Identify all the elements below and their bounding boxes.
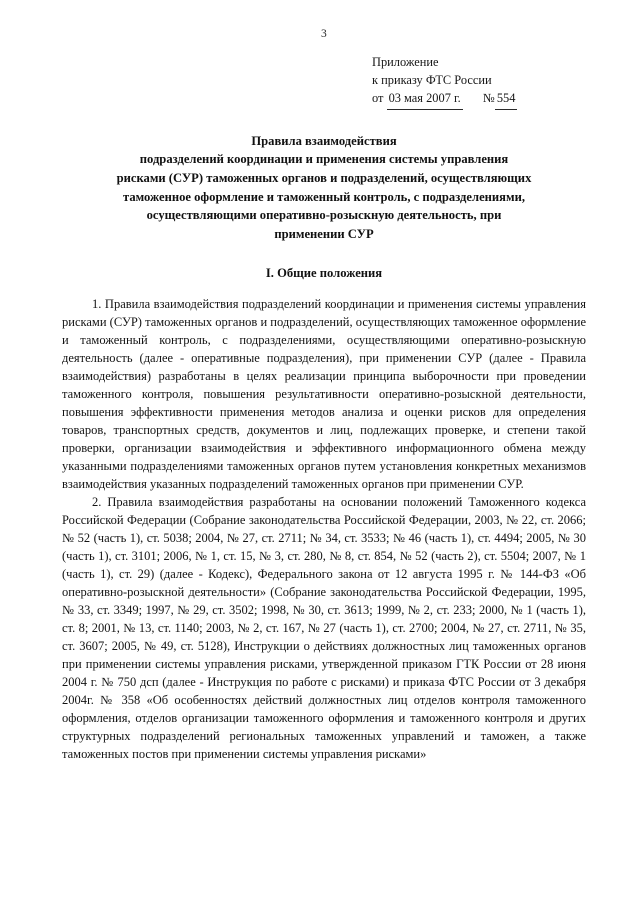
document-body — [62, 295, 586, 763]
approval-order-line — [372, 90, 517, 110]
order-prefix: от — [372, 91, 384, 106]
order-date: 03 мая 2007 г. — [387, 90, 463, 110]
title-line: таможенное оформление и таможенный контроль, с подразделениями, — [123, 189, 525, 204]
document-title — [62, 132, 586, 244]
page-number: 3 — [321, 28, 327, 40]
paragraph-1: 1. Правила взаимодействия подразделений координации и применения системы управления рисками (СУР) таможенных органов и подразделений, осуществляющих таможенное оформление и таможенный контроль, с подразделениями, осуществляющими оперативно-розыскную деятельность (далее - оперативные подразделения), при применении СУР (далее - Правила взаимодействия) разработаны в целях реализации принципа выборочности при проведении таможенного контроля, повышения результативности оперативно-розыскной деятельности, повышения эффективности применения методов анализа и оценки рисков для определения товаров, транспортных средств, документов и лиц, подлежащих проверке, и степени такой проверки, организации взаимодействия и эффективного информационного обмена между указанными подразделениями таможенных органов путем установления конкретных механизмов взаимодействия указанных подразделений таможенных органов при применении СУР. — [62, 296, 586, 491]
title-line: рисками (СУР) таможенных органов и подразделений, осуществляющих — [116, 171, 532, 186]
order-number-prefix: № — [482, 91, 495, 106]
title-line: подразделений координации и применения системы управления — [139, 152, 509, 167]
approval-block — [372, 54, 586, 110]
order-number: 554 — [495, 90, 518, 110]
title-line: Правила взаимодействия — [251, 133, 397, 148]
approval-line-1: Приложение — [372, 55, 439, 69]
title-line: применении СУР — [274, 226, 374, 241]
title-line: осуществляющими оперативно-розыскную деятельность, при — [146, 208, 502, 223]
paragraph-2: 2. Правила взаимодействия разработаны на основании положений Таможенного кодекса Российской Федерации (Собрание законодательства Российской Федерации, 2003, № 22, ст. 2066; № 52 (часть 1), ст. 5038; 2004, № 27, ст. 2711; № 34, ст. 3533; № 46 (часть 1), ст. 4494; 2005, № 30 (часть 1), ст. 3101; 2006, № 1, ст. 15, № 3, ст. 280, № 8, ст. 854, № 52 (часть 2), ст. 5504; 2007, № 1 (часть 1), ст. 29) (далее - Кодекс), Федерального закона от 12 августа 1995 г. № 144-ФЗ «Об оперативно-розыскной деятельности» (Собрание законодательства Российской Федерации, 1995, № 33, ст. 3349; 1997, № 29, ст. 3502; 1998, № 30, ст. 3613; 1999, № 2, ст. 233; 2000, № 1 (часть 1), ст. 8; 2001, № 13, ст. 1140; 2003, № 2, ст. 167, № 27 (часть 1), ст. 2700; 2004, № 27, ст. 2711, № 35, ст. 3607; 2005, № 49, ст. 5128), Инструкции о действиях должностных лиц таможенных органов при применении системы управления рисками, утвержденной приказом ГТК России от 28 июня 2004 г. № 750 дсп (далее - Инструкция по работе с рисками) и приказа ФТС России от 3 декабря 2004г. № 358 «Об особенностях действий должностных лиц отделов контроля таможенного оформления, отделов организации таможенного оформления и таможенного контроля и других структурных подразделений региональных таможенных управлений и таможен, а также таможенных постов при применении системы управления рисками» — [62, 494, 586, 761]
section-heading: I. Общие положения — [265, 265, 383, 280]
approval-line-2: к приказу ФТС России — [372, 72, 492, 87]
